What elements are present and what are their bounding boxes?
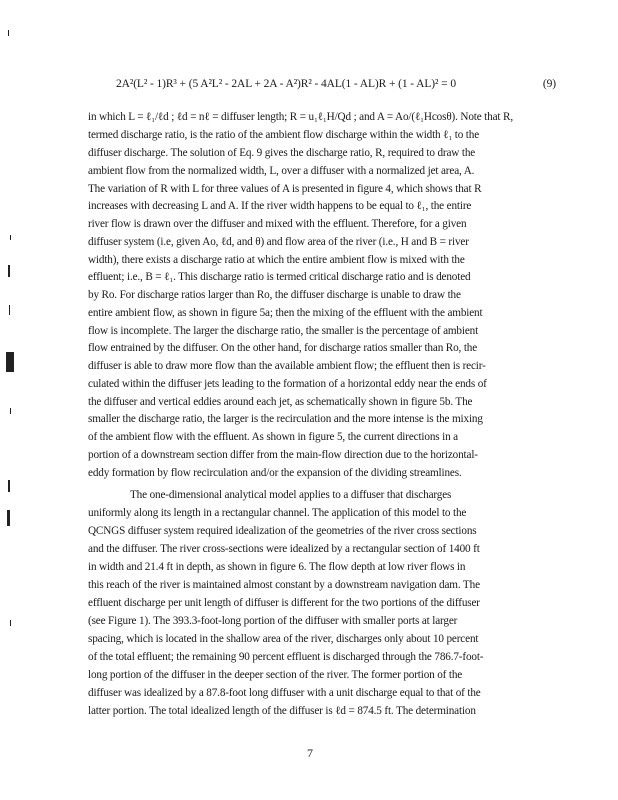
text-line: effluent discharge per unit length of diffuser is different for the two portions of the diffuser [88,597,480,609]
scan-artifact [9,305,10,315]
scan-artifact [8,480,10,492]
text-line: of the total effluent; the remaining 90 percent effluent is discharged through the 786.7-foot- [88,651,484,663]
page-number: 7 [307,746,313,760]
text-line: (see Figure 1). The 393.3-foot-long portion of the diffuser with smaller ports at larger [88,615,458,627]
text-line: smaller the discharge ratio, the larger is the recirculation and the more intense is the mixing [88,413,483,425]
text-line: by Ro. For discharge ratios larger than Ro, the diffuser discharge is unable to draw the [88,289,461,301]
scan-artifact [8,265,10,277]
text-line: long portion of the diffuser in the deeper section of the river. The former portion of the [88,669,463,681]
text-line: flow entrained by the diffuser. On the other hand, for discharge ratios smaller than Ro, the [88,342,478,354]
scan-artifact [8,30,9,36]
text-line: width), there exists a discharge ratio at which the entire ambient flow is mixed with the [88,254,465,266]
text-line: this reach of the river is maintained almost constant by a downstream navigation dam. The [88,579,480,591]
text-line: termed discharge ratio, is the ratio of the ambient flow discharge within the width ℓ₁ to the [88,129,480,141]
text-line: river flow is drawn over the diffuser and mixed with the effluent. Therefore, for a given [88,218,467,230]
text-line: in width and 21.4 ft in depth, as shown in figure 6. The flow depth at low river flows in [88,561,466,573]
text-line: entire ambient flow, as shown in figure 5a; then the mixing of the effluent with the ambient [88,307,483,319]
scan-artifact [10,620,11,626]
scan-artifact [10,408,11,414]
equation-number: (9) [542,78,556,90]
text-line: portion of a downstream section differ from the main-flow direction due to the horizontal- [88,449,478,461]
text-line: and the diffuser. The river cross-sections were idealized by a rectangular section of 1400 ft [88,543,480,555]
definitions-line: in which L = ℓ₁/ℓd ; ℓd = nℓ = diffuser length; R = u₁ℓ₁H/Qd ; and A = Ao/(ℓ₁Hcosθ). Note that R, [88,111,513,123]
text-line: diffuser is able to draw more flow than the available ambient flow; the effluent then is recir- [88,360,486,372]
text-line: flow is incomplete. The larger the discharge ratio, the smaller is the percentage of ambient [88,325,479,337]
text-line: QCNGS diffuser system required idealization of the geometries of the river cross sections [88,525,477,537]
text-line: uniformly along its length in a rectangular channel. The application of this model to the [88,507,467,519]
text-line: The variation of R with L for three values of A is presented in figure 4, which shows that R [88,183,482,195]
text-line: latter portion. The total idealized length of the diffuser is ℓd = 874.5 ft. The determination [88,705,476,717]
text-line: eddy formation by flow recirculation and/or the expansion of the dividing streamlines. [88,467,462,479]
text-line: diffuser discharge. The solution of Eq. 9 gives the discharge ratio, R, required to draw the [88,147,476,159]
equation-text: 2A²(L² - 1)R³ + (5 A²L² - 2AL + 2A - A²)R² - 4AL(1 - AL)R + (1 - AL)² = 0 [116,78,456,90]
text-line: effluent; i.e., B = ℓ₁. This discharge ratio is termed critical discharge ratio and is denoted [88,271,471,283]
equation-9 [116,78,556,90]
text-line: of the ambient flow with the effluent. As shown in figure 5, the current directions in a [88,431,458,443]
text-line: diffuser was idealized by a 87.8-foot long diffuser with a unit discharge equal to that of the [88,687,481,699]
text-line: increases with decreasing L and A. If the river width happens to be equal to ℓ₁, the entire [88,200,472,212]
text-line: ambient flow from the normalized width, L, over a diffuser with a normalized jet area, A. [88,165,475,177]
text-line: The one-dimensional analytical model applies to a diffuser that discharges [130,489,452,501]
scan-artifact [10,235,11,240]
scan-artifact [6,352,14,372]
text-line: the diffuser and vertical eddies around each jet, as schematically shown in figure 5b. The [88,396,473,408]
scan-artifact [7,510,10,526]
text-line: spacing, which is located in the shallow area of the river, discharges only about 10 percent [88,633,479,645]
text-line: culated within the diffuser jets leading to the formation of a horizontal eddy near the ends of [88,378,487,390]
text-line: diffuser system (i.e, given Ao, ℓd, and θ) and flow area of the river (i.e., H and B = river [88,236,469,248]
